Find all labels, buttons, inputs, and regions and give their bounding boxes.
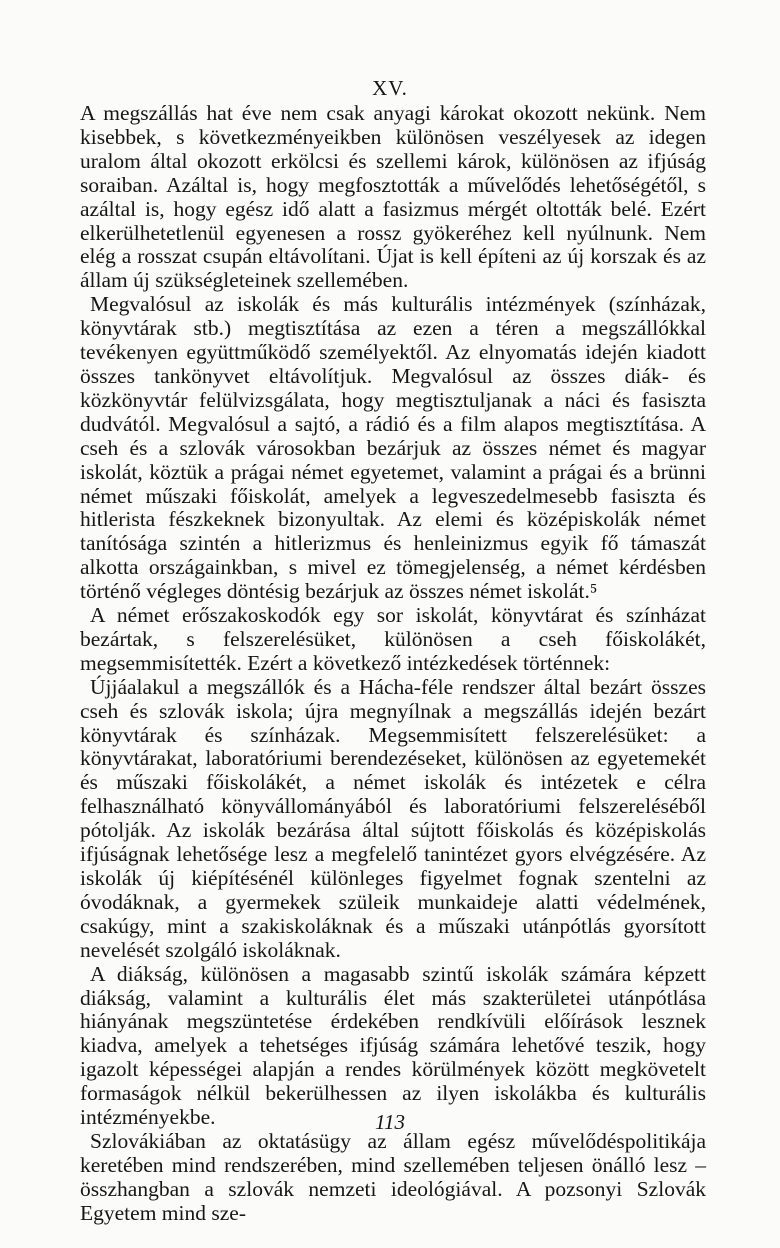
page-number: 113 — [375, 1110, 405, 1134]
paragraph-4: Újjáalakul a megszállók és a Hácha-féle rendszer által bezárt összes cseh és szlovák iskola; újra megnyílnak a megszállás idején bezárt könyvtárak és színházak. Megsemmisített felszerelésüket: a könyvtárakat, laboratóriumi berendezéseket, különösen az egyetemekét és műszaki főiskolákét, a német iskolák és intézetek e célra felhasználható könyvállományából és laboratóriumi felszereléséből pótolják. Az iskolák bezárása által sújtott főiskolás és középiskolás ifjúságnak lehetősége lesz a megfelelő tanintézet gyors elvégzésére. Az iskolák új kiépítésénél különleges figyelmet fognak szentelni az óvodáknak, a gyermekek szüleik munkaideje alatti védelmének, csakúgy, mint a szakiskoláknak és a műszaki utánpótlás gyorsított nevelését szolgáló iskoláknak. — [80, 674, 706, 962]
paragraph-1: A megszállás hat éve nem csak anyagi károkat okozott nekünk. Nem kisebbek, s következményeikben különösen veszélyesek az idegen uralom által okozott erkölcsi és szellemi károk, különösen az ifjúság soraiban. Azáltal is, hogy megfosztották a művelődés lehetőségétől, s azáltal is, hogy egész idő alatt a fasizmus mérgét oltották belé. Ezért elkerülhetetlenül egyenesen a rossz gyökeréhez kell nyúlnunk. Nem elég a rosszat csupán eltávolítani. Újat is kell építeni az új korszak és az állam új szükségleteinek szellemében. — [80, 101, 706, 293]
paragraph-5: A diákság, különösen a magasabb szintű iskolák számára képzett diákság, valamint a kulturális élet más szakterületei utánpótlása hiányának megszüntetése érdekében rendkívüli előírások lesznek kiadva, amelyek a tehetséges ifjúság számára lehetővé teszik, hogy igazolt képességei alapján a rendes körülmények között megkövetelt formaságok nélkül bekerülhessen az ilyen iskolákba és kulturális intézményekbe. — [80, 961, 706, 1130]
paragraph-6: Szlovákiában az oktatásügy az állam egész művelődéspolitikája keretében mind rendszerében, mind szellemében teljesen önálló lesz – összhangban a szlovák nemzeti ideológiával. A pozsonyi Szlovák Egyetem mind sze- — [80, 1128, 706, 1225]
paragraph-3: A német erőszakoskodók egy sor iskolát, könyvtárat és színházat bezártak, s felszerelésüket, különösen a cseh főiskolákét, megsemmisítették. Ezért a következő intézkedések történnek: — [80, 603, 706, 675]
paragraph-2: Megvalósul az iskolák és más kulturális intézmények (színházak, könyvtárak stb.) megtisztítása az ezen a téren a megszállókkal tevékenyen együttműködő személyektől. Az elnyomatás idején kiadott összes tankönyvet eltávolítjuk. Megvalósul az összes diák- és közkönyvtár felülvizsgálata, hogy megtisztuljanak a náci és fasiszta dudvától. Megvalósul a sajtó, a rádió és a film alapos megtisztítása. A cseh és a szlovák városokban bezárjuk az összes német és magyar iskolát, köztük a prágai német egyetemet, valamint a prágai és a brünni német műszaki főiskolát, amelyek a legveszedelmesebb fasiszta és hitlerista fészkeknek bizonyultak. Az elemi és középiskolák német tanítósága szintén a hitlerizmus és henleinizmus egyik fő támaszát alkotta országainkban, s mivel ez tömegjelenség, a német kérdésben történő végleges döntésig bezárjuk az összes német iskolát.⁵ — [80, 292, 706, 604]
chapter-heading: XV. — [372, 76, 408, 100]
page-body-text — [80, 102, 706, 1226]
